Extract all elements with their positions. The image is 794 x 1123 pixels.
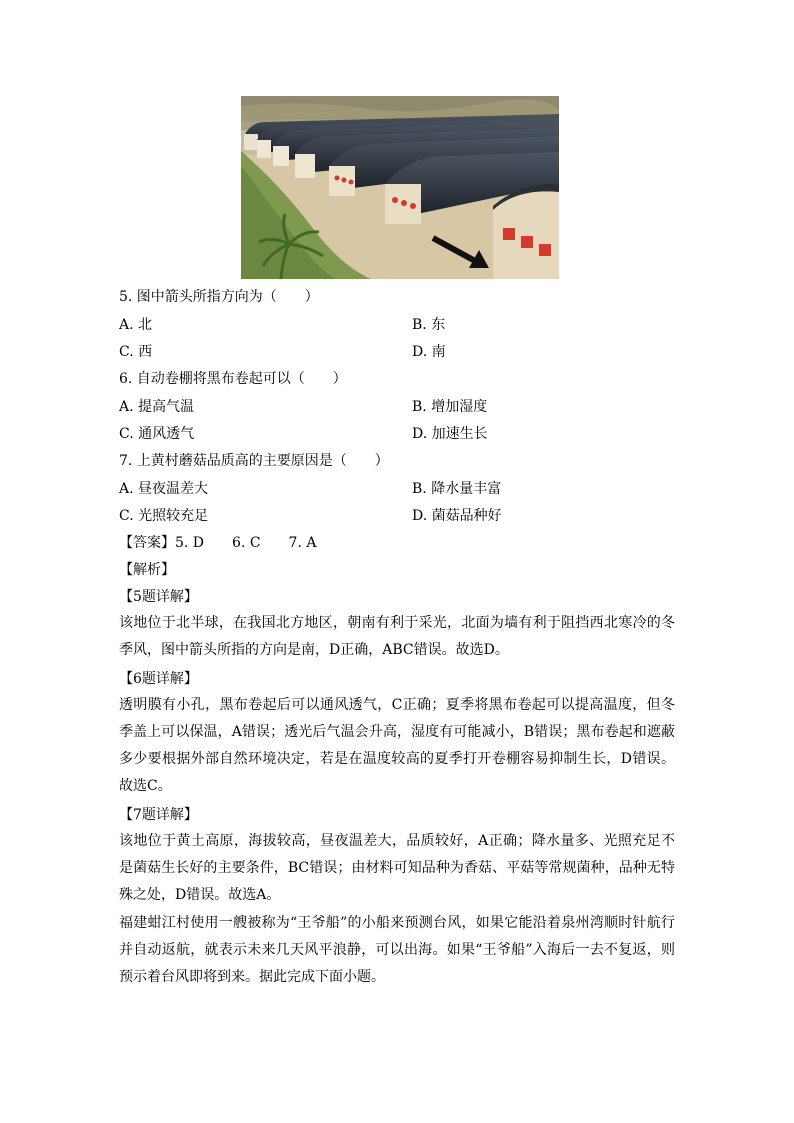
question-7-option-b: B. 降水量丰富 bbox=[412, 481, 502, 497]
detail-7-heading: 【7题详解】 bbox=[119, 807, 198, 823]
question-5-option-d: D. 南 bbox=[412, 344, 446, 360]
next-question-intro: 福建蚶江村使用一艘被称为“王爷船”的小船来预测台风，如果它能沿着泉州湾顺时针航行并自动返航，就表示未来几天风平浪静，可以出海。如果“王爷船”入海后一去不复返，则预示着台风即将到来。据此完成下面小题。 bbox=[119, 915, 675, 985]
greenhouse-photo bbox=[241, 96, 559, 279]
question-6-option-b: B. 增加湿度 bbox=[412, 399, 488, 415]
question-6-option-d: D. 加速生长 bbox=[412, 426, 488, 442]
question-6-stem: 6. 自动卷棚将黑布卷起可以（ ） bbox=[119, 371, 347, 387]
question-6-option-c: C. 通风透气 bbox=[119, 426, 195, 442]
question-7-option-d: D. 菌菇品种好 bbox=[412, 508, 502, 524]
detail-7-text: 该地位于黄土高原，海拔较高，昼夜温差大，品质较好，A正确；降水量多、光照充足不是菌菇生长好的主要条件，BC错误；由材料可知品种为香菇、平菇等常规菌种，品种无特殊之处，D错误。故选A。 bbox=[119, 833, 675, 903]
question-6-option-a: A. 提高气温 bbox=[119, 399, 195, 415]
analysis-label: 【解析】 bbox=[119, 562, 175, 578]
detail-5-heading: 【5题详解】 bbox=[119, 589, 198, 605]
question-5-stem: 5. 图中箭头所指方向为（ ） bbox=[119, 289, 319, 305]
question-5-option-a: A. 北 bbox=[119, 317, 153, 333]
question-7-stem: 7. 上黄村蘑菇品质高的主要原因是（ ） bbox=[119, 453, 389, 469]
detail-6-heading: 【6题详解】 bbox=[119, 671, 198, 687]
detail-5-text: 该地位于北半球，在我国北方地区，朝南有利于采光，北面为墙有利于阻挡西北寒冷的冬季风，图中箭头所指的方向是南，D正确，ABC错误。故选D。 bbox=[119, 615, 675, 658]
detail-6-text: 透明膜有小孔，黑布卷起后可以通风透气，C正确；夏季将黑布卷起可以提高温度，但冬季盖上可以保温，A错误；透光后气温会升高，湿度有可能减小，B错误；黑布卷起和遮蔽多少要根据外部自然环境决定，若是在温度较高的夏季打开卷棚容易抑制生长，D错误。故选C。 bbox=[119, 697, 675, 794]
question-7-option-a: A. 昼夜温差大 bbox=[119, 481, 209, 497]
question-5-option-c: C. 西 bbox=[119, 344, 153, 360]
answer-line: 【答案】5. D 6. C 7. A bbox=[119, 535, 317, 551]
question-7-option-c: C. 光照较充足 bbox=[119, 508, 209, 524]
question-5-option-b: B. 东 bbox=[412, 317, 446, 333]
